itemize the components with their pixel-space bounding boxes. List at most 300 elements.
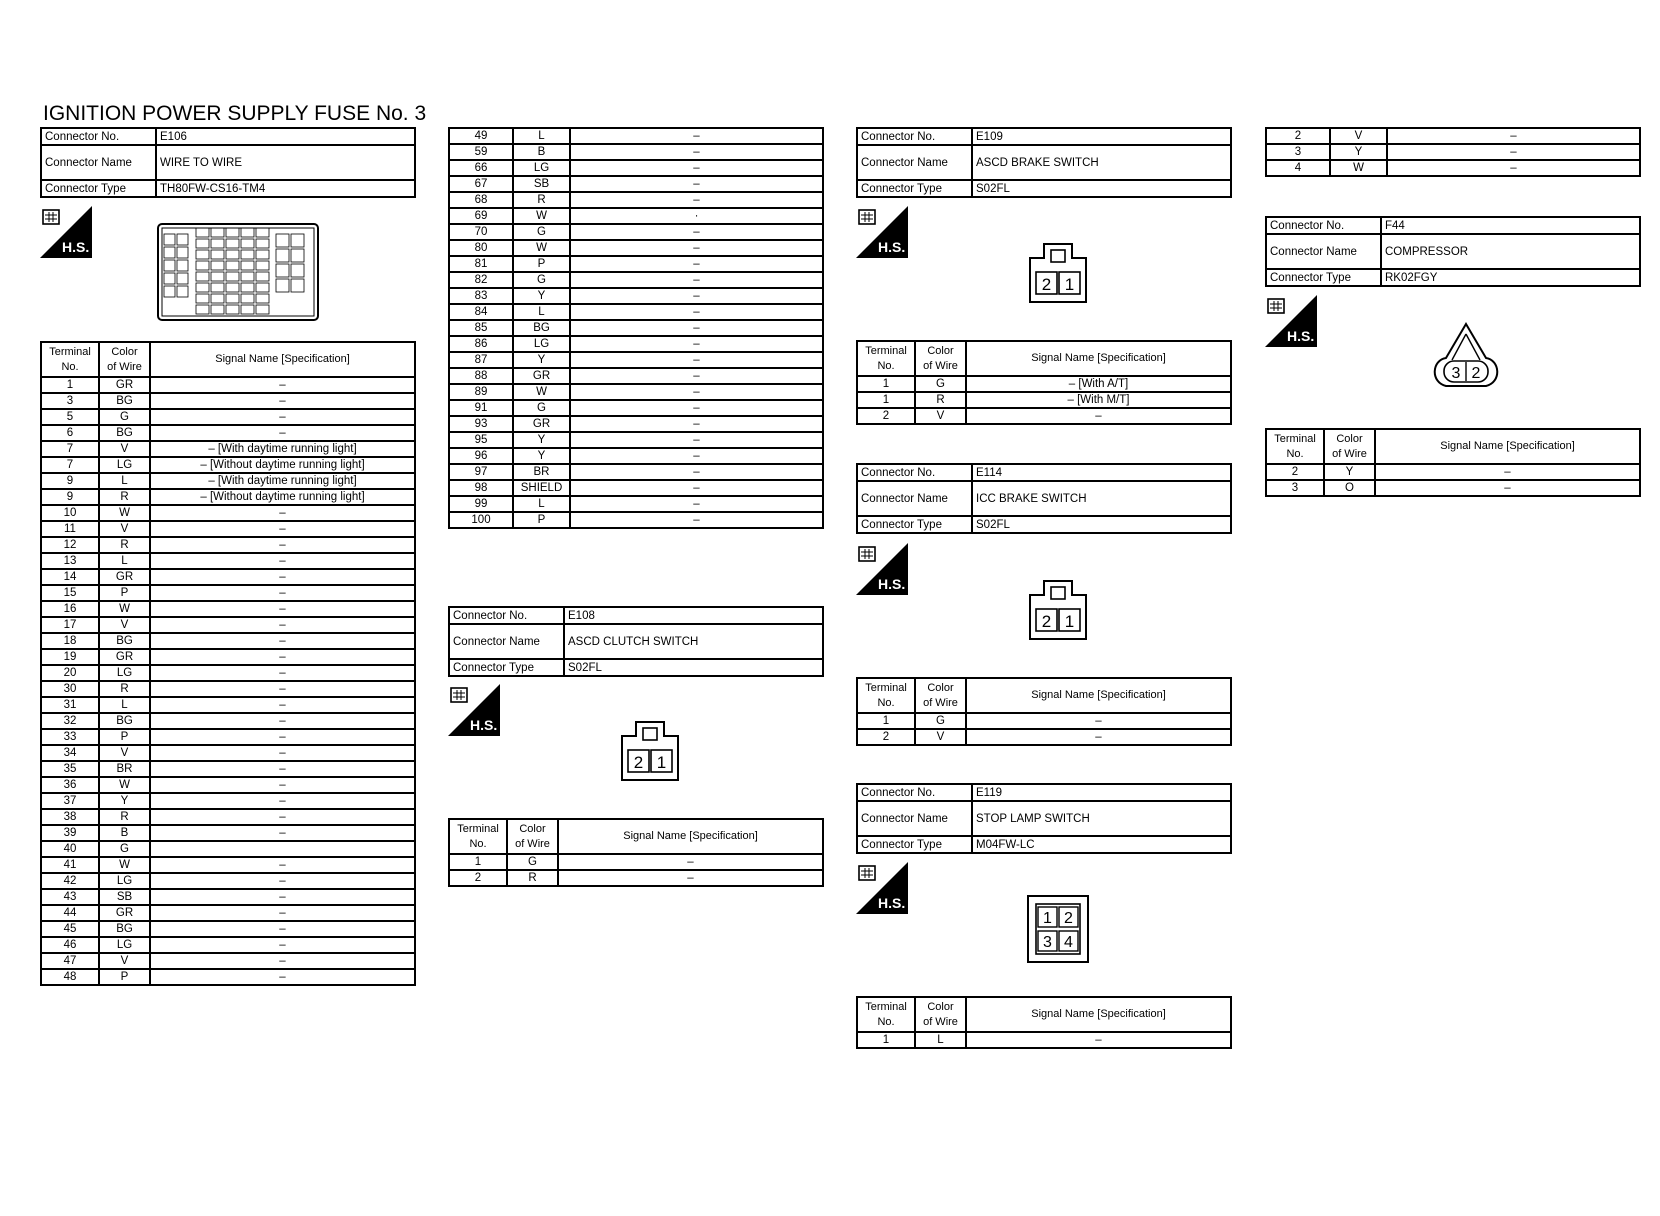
- table-row: [41, 681, 415, 697]
- signal-name-cell: [150, 841, 415, 857]
- signal-name-cell: – [With M/T]: [966, 392, 1231, 408]
- table-row: [857, 1032, 1231, 1048]
- value-connector-type: S02FL: [972, 180, 1231, 197]
- signal-name-cell: –: [150, 809, 415, 825]
- wire-color-cell: BG: [99, 393, 150, 409]
- terminal-no-cell: 49: [449, 128, 513, 144]
- wire-color-cell: G: [513, 272, 570, 288]
- signal-name-cell: –: [150, 777, 415, 793]
- wire-color-cell: Y: [1324, 464, 1375, 480]
- table-row: [41, 537, 415, 553]
- wire-color-cell: V: [99, 617, 150, 633]
- wire-color-cell: V: [99, 953, 150, 969]
- terminal-no-cell: 17: [41, 617, 99, 633]
- svg-text:2: 2: [1041, 612, 1052, 631]
- terminal-no-cell: 85: [449, 320, 513, 336]
- table-row: [1266, 464, 1640, 480]
- connector-info-e109: [856, 127, 1232, 198]
- signal-name-cell: – [With A/T]: [966, 376, 1231, 392]
- signal-name-cell: –: [150, 937, 415, 953]
- hs-badge-icon: [40, 206, 92, 258]
- terminal-no-cell: 44: [41, 905, 99, 921]
- table-row: [41, 953, 415, 969]
- value-connector-name: WIRE TO WIRE: [156, 145, 415, 180]
- wire-color-cell: LG: [99, 873, 150, 889]
- signal-name-cell: –: [570, 384, 823, 400]
- wire-color-cell: G: [513, 400, 570, 416]
- connector-info-e108-wrap: [448, 606, 824, 677]
- table-row: [41, 697, 415, 713]
- table-row: [857, 713, 1231, 729]
- value-connector-no: F44: [1381, 217, 1640, 234]
- wire-color-cell: V: [99, 745, 150, 761]
- wire-color-cell: BG: [99, 633, 150, 649]
- signal-name-cell: –: [150, 745, 415, 761]
- signal-name-cell: –: [150, 633, 415, 649]
- signal-name-cell: – [With daytime running light]: [150, 473, 415, 489]
- wire-color-cell: O: [1324, 480, 1375, 496]
- terminal-no-cell: 2: [857, 729, 915, 745]
- terminal-table-e119-cont: [1265, 127, 1641, 177]
- label-connector-type: Connector Type: [857, 516, 972, 533]
- terminal-no-cell: 5: [41, 409, 99, 425]
- terminal-no-cell: 2: [1266, 464, 1324, 480]
- terminal-no-cell: 45: [41, 921, 99, 937]
- label-connector-no: Connector No.: [449, 607, 564, 624]
- terminal-no-cell: 97: [449, 464, 513, 480]
- label-connector-no: Connector No.: [41, 128, 156, 145]
- signal-name-cell: –: [150, 409, 415, 425]
- terminal-no-cell: 30: [41, 681, 99, 697]
- value-connector-name: ICC BRAKE SWITCH: [972, 481, 1231, 516]
- table-row: [449, 512, 823, 528]
- table-row: [41, 377, 415, 393]
- table-row: [41, 905, 415, 921]
- wire-color-cell: P: [513, 512, 570, 528]
- terminal-no-cell: 13: [41, 553, 99, 569]
- signal-name-cell: –: [570, 272, 823, 288]
- terminal-no-cell: 1: [857, 713, 915, 729]
- wire-color-cell: W: [99, 777, 150, 793]
- table-row: [1266, 480, 1640, 496]
- table-row: [857, 729, 1231, 745]
- header-terminal-no: Terminal No.: [857, 678, 915, 713]
- signal-name-cell: –: [150, 601, 415, 617]
- connector-face-icon-e109: [1026, 242, 1090, 309]
- svg-text:H.S.: H.S.: [878, 239, 906, 255]
- terminal-no-cell: 82: [449, 272, 513, 288]
- label-connector-type: Connector Type: [449, 659, 564, 676]
- terminal-no-cell: 41: [41, 857, 99, 873]
- svg-text:3: 3: [1451, 365, 1461, 382]
- svg-text:H.S.: H.S.: [62, 239, 90, 255]
- table-row: [41, 937, 415, 953]
- signal-name-cell: –: [570, 432, 823, 448]
- column-2: [448, 127, 824, 529]
- terminal-no-cell: 3: [1266, 480, 1324, 496]
- terminal-no-cell: 3: [41, 393, 99, 409]
- wire-color-cell: R: [99, 681, 150, 697]
- terminal-no-cell: 47: [41, 953, 99, 969]
- wire-color-cell: GR: [513, 368, 570, 384]
- table-row: [449, 208, 823, 224]
- terminal-no-cell: 48: [41, 969, 99, 985]
- terminal-no-cell: 59: [449, 144, 513, 160]
- signal-name-cell: –: [150, 729, 415, 745]
- terminal-no-cell: 20: [41, 665, 99, 681]
- header-terminal-no: Terminal No.: [857, 341, 915, 376]
- terminal-no-cell: 46: [41, 937, 99, 953]
- table-row: [41, 441, 415, 457]
- wire-color-cell: BG: [99, 425, 150, 441]
- wire-color-cell: GR: [99, 649, 150, 665]
- terminal-no-cell: 10: [41, 505, 99, 521]
- table-row: [41, 585, 415, 601]
- signal-name-cell: –: [570, 464, 823, 480]
- signal-name-cell: –: [150, 553, 415, 569]
- wire-color-cell: R: [915, 392, 966, 408]
- label-connector-type: Connector Type: [857, 180, 972, 197]
- table-row: [449, 224, 823, 240]
- wire-color-cell: L: [513, 496, 570, 512]
- terminal-table-e108-wrap: [448, 818, 824, 887]
- wire-color-cell: SHIELD: [513, 480, 570, 496]
- table-row: [41, 873, 415, 889]
- wire-color-cell: G: [507, 854, 558, 870]
- header-terminal-no: Terminal No.: [857, 997, 915, 1032]
- terminal-no-cell: 33: [41, 729, 99, 745]
- table-row: [449, 288, 823, 304]
- wire-color-cell: Y: [513, 352, 570, 368]
- header-signal: Signal Name [Specification]: [150, 342, 415, 377]
- label-connector-name: Connector Name: [1266, 234, 1381, 269]
- connector-info-e109-wrap: [856, 127, 1232, 198]
- table-row: [41, 489, 415, 505]
- label-connector-no: Connector No.: [857, 128, 972, 145]
- wire-color-cell: R: [99, 809, 150, 825]
- signal-name-cell: –: [150, 377, 415, 393]
- wire-color-cell: W: [513, 240, 570, 256]
- signal-name-cell: –: [570, 256, 823, 272]
- connector-info-e119: [856, 783, 1232, 854]
- table-row: [41, 505, 415, 521]
- table-row: [449, 256, 823, 272]
- terminal-table-e114: [856, 677, 1232, 746]
- wire-color-cell: BG: [513, 320, 570, 336]
- value-connector-no: E114: [972, 464, 1231, 481]
- terminal-no-cell: 19: [41, 649, 99, 665]
- wire-color-cell: G: [915, 376, 966, 392]
- wire-color-cell: G: [99, 409, 150, 425]
- svg-text:1: 1: [1043, 910, 1052, 927]
- terminal-no-cell: 83: [449, 288, 513, 304]
- value-connector-type: S02FL: [564, 659, 823, 676]
- value-connector-name: COMPRESSOR: [1381, 234, 1640, 269]
- header-color: Color of Wire: [1324, 429, 1375, 464]
- header-signal: Signal Name [Specification]: [966, 341, 1231, 376]
- table-row: [449, 320, 823, 336]
- signal-name-cell: –: [570, 176, 823, 192]
- signal-name-cell: –: [1387, 144, 1640, 160]
- connector-info-f44: [1265, 216, 1641, 287]
- signal-name-cell: –: [150, 681, 415, 697]
- svg-text:2: 2: [1064, 910, 1073, 927]
- terminal-no-cell: 67: [449, 176, 513, 192]
- signal-name-cell: – [Without daytime running light]: [150, 489, 415, 505]
- signal-name-cell: –: [966, 408, 1231, 424]
- terminal-table-e106-b: [448, 127, 824, 529]
- signal-name-cell: –: [150, 537, 415, 553]
- wire-color-cell: LG: [99, 457, 150, 473]
- table-row: [41, 457, 415, 473]
- wire-color-cell: GR: [513, 416, 570, 432]
- terminal-no-cell: 35: [41, 761, 99, 777]
- table-row: [41, 969, 415, 985]
- wire-color-cell: V: [915, 408, 966, 424]
- header-color: Color of Wire: [507, 819, 558, 854]
- signal-name-cell: –: [570, 368, 823, 384]
- wire-color-cell: V: [99, 441, 150, 457]
- wire-color-cell: P: [99, 729, 150, 745]
- label-connector-type: Connector Type: [41, 180, 156, 197]
- connector-info-e119-wrap: [856, 783, 1232, 854]
- terminal-no-cell: 42: [41, 873, 99, 889]
- value-connector-name: ASCD BRAKE SWITCH: [972, 145, 1231, 180]
- table-row: [449, 870, 823, 886]
- signal-name-cell: –: [150, 873, 415, 889]
- wire-color-cell: BG: [99, 921, 150, 937]
- signal-name-cell: –: [150, 505, 415, 521]
- signal-name-cell: –: [570, 448, 823, 464]
- terminal-no-cell: 88: [449, 368, 513, 384]
- signal-name-cell: –: [150, 793, 415, 809]
- table-row: [449, 854, 823, 870]
- terminal-no-cell: 9: [41, 489, 99, 505]
- table-row: [41, 633, 415, 649]
- wire-color-cell: G: [513, 224, 570, 240]
- table-row: [449, 400, 823, 416]
- table-row: [1266, 160, 1640, 176]
- signal-name-cell: –: [558, 854, 823, 870]
- connector-face-icon-e114: [1026, 579, 1090, 646]
- label-connector-name: Connector Name: [857, 481, 972, 516]
- wire-color-cell: Y: [513, 288, 570, 304]
- terminal-no-cell: 6: [41, 425, 99, 441]
- wire-color-cell: W: [513, 208, 570, 224]
- svg-text:H.S.: H.S.: [878, 895, 906, 911]
- signal-name-cell: –: [570, 160, 823, 176]
- value-connector-type: TH80FW-CS16-TM4: [156, 180, 415, 197]
- table-row: [41, 665, 415, 681]
- signal-name-cell: – [With daytime running light]: [150, 441, 415, 457]
- wire-color-cell: G: [99, 841, 150, 857]
- wire-color-cell: L: [99, 697, 150, 713]
- terminal-no-cell: 7: [41, 441, 99, 457]
- signal-name-cell: –: [966, 713, 1231, 729]
- table-row: [41, 425, 415, 441]
- terminal-no-cell: 2: [857, 408, 915, 424]
- table-row: [449, 192, 823, 208]
- signal-name-cell: –: [150, 569, 415, 585]
- wire-color-cell: LG: [99, 937, 150, 953]
- terminal-no-cell: 2: [449, 870, 507, 886]
- signal-name-cell: –: [150, 425, 415, 441]
- table-row: [449, 144, 823, 160]
- table-row: [41, 889, 415, 905]
- signal-name-cell: –: [150, 393, 415, 409]
- signal-name-cell: –: [570, 480, 823, 496]
- svg-text:1: 1: [656, 753, 667, 772]
- wire-color-cell: Y: [99, 793, 150, 809]
- terminal-no-cell: 31: [41, 697, 99, 713]
- header-color: Color of Wire: [915, 341, 966, 376]
- signal-name-cell: –: [150, 889, 415, 905]
- table-row: [41, 745, 415, 761]
- terminal-no-cell: 1: [857, 1032, 915, 1048]
- wire-color-cell: V: [1330, 128, 1387, 144]
- table-row: [449, 464, 823, 480]
- signal-name-cell: –: [1375, 480, 1640, 496]
- terminal-no-cell: 100: [449, 512, 513, 528]
- terminal-no-cell: 81: [449, 256, 513, 272]
- connector-info-e108: [448, 606, 824, 677]
- value-connector-no: E119: [972, 784, 1231, 801]
- label-connector-name: Connector Name: [41, 145, 156, 180]
- wire-color-cell: BR: [99, 761, 150, 777]
- terminal-no-cell: 1: [857, 376, 915, 392]
- terminal-no-cell: 96: [449, 448, 513, 464]
- table-row: [41, 601, 415, 617]
- column-1: [40, 127, 416, 198]
- wire-color-cell: P: [99, 585, 150, 601]
- svg-text:H.S.: H.S.: [1287, 328, 1315, 344]
- label-connector-name: Connector Name: [449, 624, 564, 659]
- hs-badge-icon: [856, 543, 908, 595]
- table-row: [41, 729, 415, 745]
- wire-color-cell: Y: [1330, 144, 1387, 160]
- terminal-no-cell: 15: [41, 585, 99, 601]
- signal-name-cell: –: [570, 336, 823, 352]
- signal-name-cell: –: [570, 496, 823, 512]
- header-signal: Signal Name [Specification]: [1375, 429, 1640, 464]
- connector-info-f44-wrap: [1265, 216, 1641, 287]
- terminal-no-cell: 91: [449, 400, 513, 416]
- wire-color-cell: Y: [513, 432, 570, 448]
- wire-color-cell: L: [99, 473, 150, 489]
- table-row: [41, 473, 415, 489]
- terminal-table-f44: [1265, 428, 1641, 497]
- terminal-table-e119-wrap: [856, 996, 1232, 1049]
- table-row: [449, 432, 823, 448]
- value-connector-no: E106: [156, 128, 415, 145]
- svg-text:4: 4: [1064, 934, 1073, 951]
- terminal-no-cell: 16: [41, 601, 99, 617]
- svg-text:2: 2: [633, 753, 644, 772]
- terminal-no-cell: 80: [449, 240, 513, 256]
- connector-face-icon-e119: [1026, 894, 1090, 969]
- signal-name-cell: –: [570, 240, 823, 256]
- wire-color-cell: V: [99, 521, 150, 537]
- terminal-no-cell: 1: [449, 854, 507, 870]
- table-row: [449, 176, 823, 192]
- terminal-no-cell: 69: [449, 208, 513, 224]
- terminal-no-cell: 99: [449, 496, 513, 512]
- wire-color-cell: V: [915, 729, 966, 745]
- label-connector-no: Connector No.: [857, 784, 972, 801]
- table-row: [449, 384, 823, 400]
- terminal-no-cell: 37: [41, 793, 99, 809]
- signal-name-cell: –: [570, 144, 823, 160]
- table-row: [41, 777, 415, 793]
- table-row: [449, 352, 823, 368]
- wire-color-cell: BR: [513, 464, 570, 480]
- hs-badge-icon: [856, 206, 908, 258]
- signal-name-cell: – [Without daytime running light]: [150, 457, 415, 473]
- signal-name-cell: –: [570, 224, 823, 240]
- terminal-no-cell: 1: [857, 392, 915, 408]
- header-color: Color of Wire: [99, 342, 150, 377]
- signal-name-cell: –: [570, 192, 823, 208]
- terminal-table-e109: [856, 340, 1232, 425]
- header-terminal-no: Terminal No.: [449, 819, 507, 854]
- terminal-no-cell: 7: [41, 457, 99, 473]
- connector-face-icon-e108: [618, 720, 682, 787]
- svg-text:1: 1: [1064, 612, 1075, 631]
- signal-name-cell: –: [558, 870, 823, 886]
- value-connector-type: S02FL: [972, 516, 1231, 533]
- signal-name-cell: –: [150, 825, 415, 841]
- table-row: [41, 713, 415, 729]
- table-row: [41, 825, 415, 841]
- table-row: [449, 272, 823, 288]
- wire-color-cell: GR: [99, 905, 150, 921]
- signal-name-cell: –: [150, 617, 415, 633]
- label-connector-name: Connector Name: [857, 801, 972, 836]
- value-connector-type: M04FW-LC: [972, 836, 1231, 853]
- signal-name-cell: –: [1387, 160, 1640, 176]
- signal-name-cell: –: [966, 1032, 1231, 1048]
- signal-name-cell: –: [966, 729, 1231, 745]
- table-row: [41, 649, 415, 665]
- table-row: [857, 376, 1231, 392]
- wire-color-cell: LG: [99, 665, 150, 681]
- table-row: [449, 448, 823, 464]
- svg-text:2: 2: [1471, 365, 1481, 382]
- wire-color-cell: LG: [513, 160, 570, 176]
- table-row: [41, 921, 415, 937]
- terminal-no-cell: 2: [1266, 128, 1330, 144]
- value-connector-no: E109: [972, 128, 1231, 145]
- wire-color-cell: B: [513, 144, 570, 160]
- wire-color-cell: GR: [99, 569, 150, 585]
- terminal-no-cell: 66: [449, 160, 513, 176]
- table-row: [449, 368, 823, 384]
- table-row: [857, 408, 1231, 424]
- value-connector-no: E108: [564, 607, 823, 624]
- table-row: [1266, 128, 1640, 144]
- wire-color-cell: W: [99, 601, 150, 617]
- wire-color-cell: W: [99, 505, 150, 521]
- connector-face-icon-f44: [1428, 322, 1504, 397]
- signal-name-cell: –: [150, 713, 415, 729]
- table-row: [41, 393, 415, 409]
- table-row: [41, 569, 415, 585]
- terminal-no-cell: 4: [1266, 160, 1330, 176]
- terminal-no-cell: 87: [449, 352, 513, 368]
- hs-badge-icon: [856, 862, 908, 914]
- header-color: Color of Wire: [915, 678, 966, 713]
- header-signal: Signal Name [Specification]: [966, 997, 1231, 1032]
